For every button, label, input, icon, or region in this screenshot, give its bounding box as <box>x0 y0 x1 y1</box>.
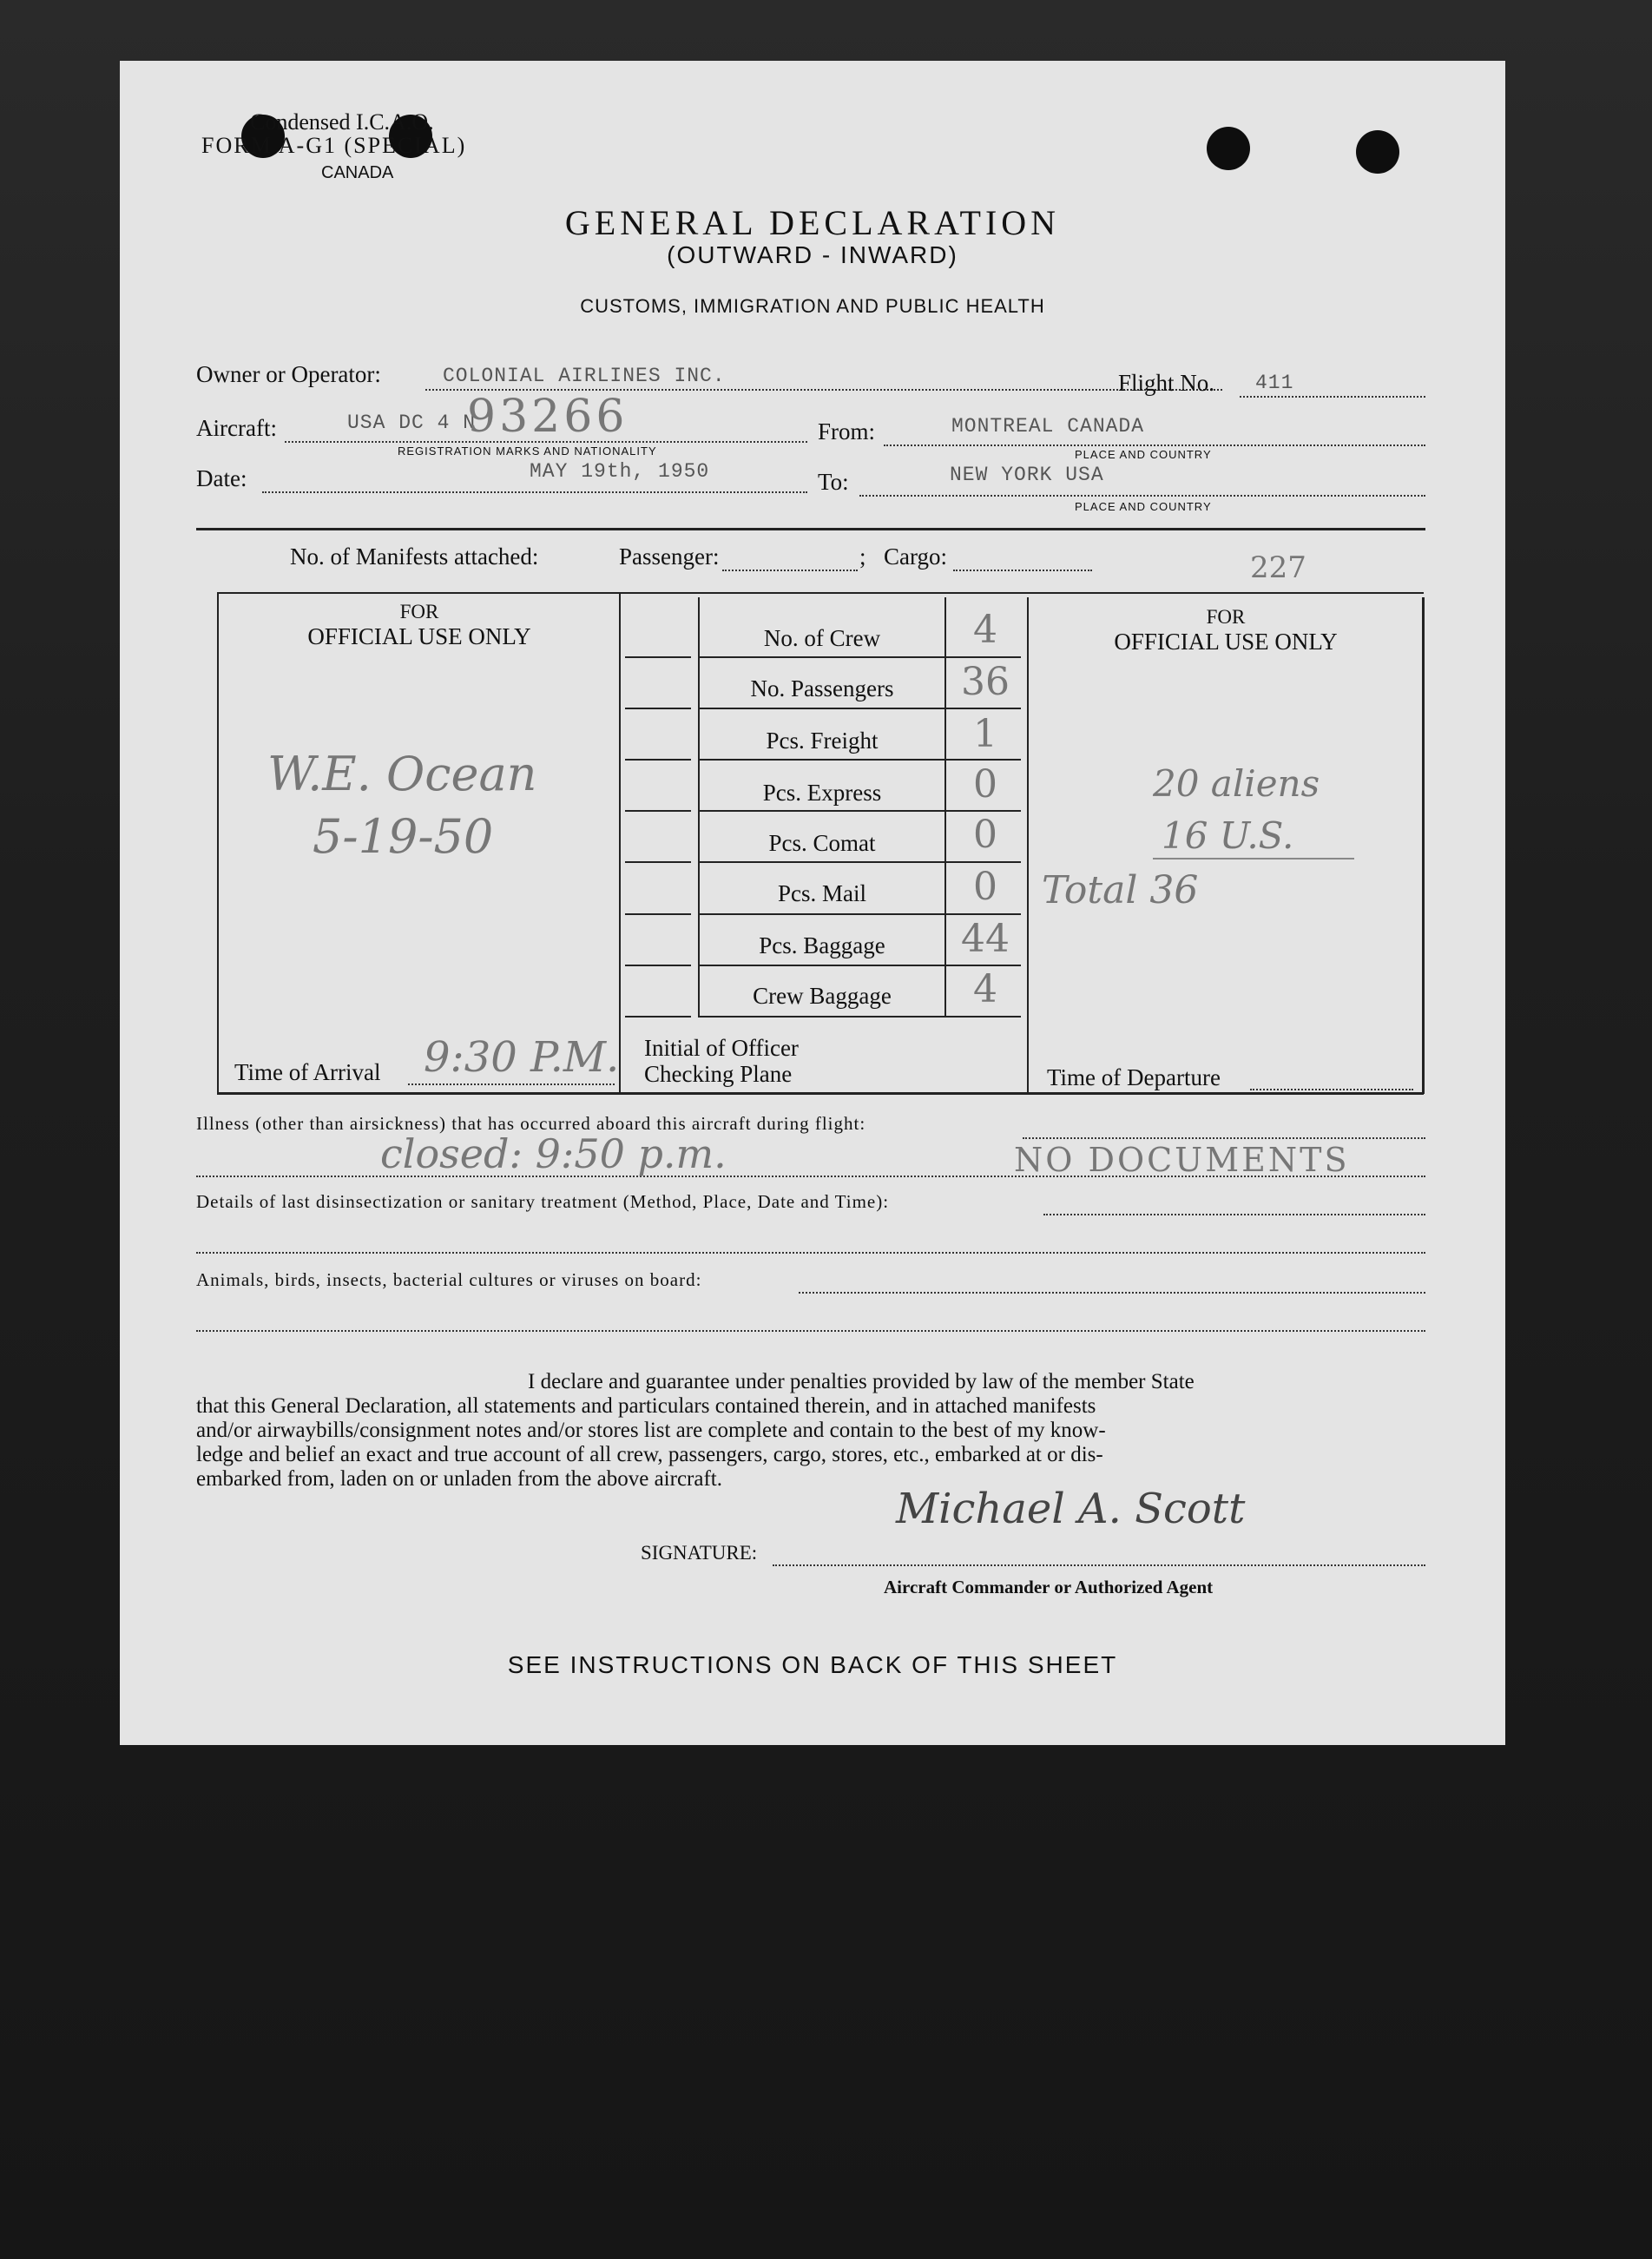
right-note-total: Total 36 <box>1042 868 1199 912</box>
document-subtitle: (OUTWARD - INWARD) <box>667 241 958 268</box>
declaration-line-1: I declare and guarantee under penalties provided by law of the member State <box>528 1370 1195 1393</box>
left-note-date: 5-19-50 <box>313 809 494 864</box>
table-row-line <box>698 759 1021 761</box>
table-row-label: Pcs. Mail <box>777 880 866 906</box>
left-official-for: FOR <box>399 601 439 622</box>
declaration-sheet <box>120 61 1505 1745</box>
header-divider <box>196 528 1425 530</box>
table-row-value: 36 <box>961 660 1010 704</box>
table-left-border <box>217 592 219 1094</box>
animals-label: Animals, birds, insects, bacterial cultures or viruses on board: <box>196 1269 702 1290</box>
animals-line-2 <box>196 1330 1425 1332</box>
to-label: To: <box>818 469 849 495</box>
to-value: NEW YORK USA <box>950 464 1104 486</box>
table-row-line <box>625 708 691 709</box>
table-row-line <box>698 913 1021 915</box>
right-note-us: 16 U.S. <box>1162 814 1294 857</box>
table-row-line <box>698 1016 1021 1018</box>
arrival-line <box>408 1083 615 1085</box>
table-row-label: Pcs. Freight <box>766 728 879 754</box>
signature-line <box>773 1564 1425 1566</box>
declaration-line-3: and/or airwaybills/consignment notes and/or stores list are complete and contain to the best of my know- <box>196 1419 1106 1442</box>
right-official-use: OFFICIAL USE ONLY <box>1114 629 1338 655</box>
table-row-value: 1 <box>973 712 997 756</box>
aircraft-label: Aircraft: <box>196 415 277 441</box>
table-row-line <box>625 965 691 966</box>
punch-hole <box>1356 130 1399 174</box>
declaration-line-2: that this General Declaration, all statements and particulars contained therein, and in attached manifests <box>196 1394 1096 1418</box>
table-divider-right <box>1027 597 1029 1094</box>
form-id-line2: FORM A-G1 (SPECIAL) <box>201 133 467 158</box>
right-official-for: FOR <box>1206 606 1246 628</box>
table-row-line <box>698 708 1021 709</box>
aircraft-value: USA DC 4 N <box>347 412 477 434</box>
table-row-line <box>698 861 1021 863</box>
date-line <box>262 491 807 493</box>
signature-caption: Aircraft Commander or Authorized Agent <box>884 1577 1214 1597</box>
form-id-line1: Condensed I.C.A.O. <box>250 109 434 135</box>
checking-plane-label: Checking Plane <box>644 1061 793 1087</box>
date-value: MAY 19th, 1950 <box>530 460 710 483</box>
registration-caption: REGISTRATION MARKS AND NATIONALITY <box>398 445 657 458</box>
table-row-value: 0 <box>973 865 997 909</box>
disinsectization-label: Details of last disinsectization or sanitary treatment (Method, Place, Date and Time): <box>196 1191 890 1212</box>
from-label: From: <box>818 418 876 445</box>
table-right-border <box>1422 597 1425 1094</box>
right-note-aliens: 20 aliens <box>1153 762 1320 805</box>
table-row-line <box>625 656 691 658</box>
table-row-label: Crew Baggage <box>753 983 892 1009</box>
document-subheading: CUSTOMS, IMMIGRATION AND PUBLIC HEALTH <box>580 295 1045 317</box>
flight-line <box>1240 396 1425 398</box>
animals-line-1 <box>799 1292 1425 1294</box>
arrival-value: 9:30 P.M. <box>424 1033 620 1082</box>
table-row-line <box>625 759 691 761</box>
arrival-label: Time of Arrival <box>234 1059 381 1085</box>
manifest-separator: ; <box>859 543 866 570</box>
illness-label: Illness (other than airsickness) that has occurred aboard this aircraft during flight: <box>196 1113 866 1134</box>
table-row-value: 0 <box>973 813 997 857</box>
flight-label: Flight No. <box>1118 370 1215 396</box>
signature-handwritten: Michael A. Scott <box>896 1485 1246 1533</box>
table-top-border <box>217 592 1424 594</box>
aircraft-number: 93266 <box>467 391 629 443</box>
table-row-line <box>625 913 691 915</box>
place-caption-to: PLACE AND COUNTRY <box>1075 500 1212 513</box>
table-row-label: No. Passengers <box>750 675 894 701</box>
declaration-line-4: ledge and belief an exact and true account of all crew, passengers, cargo, stores, etc., embarked at or dis- <box>196 1443 1103 1466</box>
manifest-passenger-label: Passenger: <box>619 543 720 570</box>
punch-hole <box>1207 127 1250 170</box>
manifest-cargo-label: Cargo: <box>884 543 947 570</box>
table-row-line <box>625 861 691 863</box>
table-row-line <box>698 656 1021 658</box>
illness-line-1 <box>1023 1137 1425 1139</box>
table-divider-left <box>619 592 621 1094</box>
owner-label: Owner or Operator: <box>196 361 381 387</box>
form-id-line3: CANADA <box>321 163 394 182</box>
manifest-cargo-line <box>953 570 1092 571</box>
signature-label: SIGNATURE: <box>641 1542 758 1564</box>
document-title: GENERAL DECLARATION <box>564 203 1061 242</box>
table-row-label: Pcs. Express <box>762 780 882 806</box>
left-official-use: OFFICIAL USE ONLY <box>307 623 531 649</box>
initial-officer-label: Initial of Officer <box>644 1035 799 1061</box>
table-row-value: 44 <box>961 917 1010 961</box>
to-line <box>859 495 1425 497</box>
disinsectization-line-2 <box>196 1252 1425 1254</box>
flight-value: 411 <box>1255 372 1294 394</box>
table-row-label: Pcs. Baggage <box>759 932 885 958</box>
table-row-value: 0 <box>973 762 997 807</box>
table-row-label: Pcs. Comat <box>768 830 876 856</box>
table-row-value: 4 <box>973 608 997 652</box>
declaration-line-5: embarked from, laden on or unladen from the above aircraft. <box>196 1467 722 1491</box>
departure-line <box>1250 1089 1413 1090</box>
table-row-line <box>625 1016 691 1018</box>
right-note-underline <box>1153 858 1354 859</box>
left-note-officer: W.E. Ocean <box>267 747 537 801</box>
table-row-label: No. of Crew <box>763 625 881 651</box>
illness-note-documents: NO DOCUMENTS <box>1014 1141 1350 1179</box>
manifest-passenger-line <box>722 570 858 571</box>
table-row-line <box>698 965 1021 966</box>
disinsectization-line-1 <box>1043 1214 1425 1215</box>
manifests-label: No. of Manifests attached: <box>290 543 539 570</box>
departure-label: Time of Departure <box>1047 1064 1221 1090</box>
illness-note-closed: closed: 9:50 p.m. <box>380 1130 727 1177</box>
from-line <box>884 445 1425 446</box>
manifest-number: 227 <box>1250 550 1306 585</box>
table-bottom-border <box>217 1092 1424 1095</box>
table-row-line <box>698 810 1021 812</box>
from-value: MONTREAL CANADA <box>951 415 1145 438</box>
table-row-value: 4 <box>973 967 997 1011</box>
date-label: Date: <box>196 465 247 491</box>
instructions-footer: SEE INSTRUCTIONS ON BACK OF THIS SHEET <box>507 1651 1118 1678</box>
place-caption-from: PLACE AND COUNTRY <box>1075 448 1212 461</box>
owner-value: COLONIAL AIRLINES INC. <box>443 365 726 387</box>
table-row-line <box>625 810 691 812</box>
